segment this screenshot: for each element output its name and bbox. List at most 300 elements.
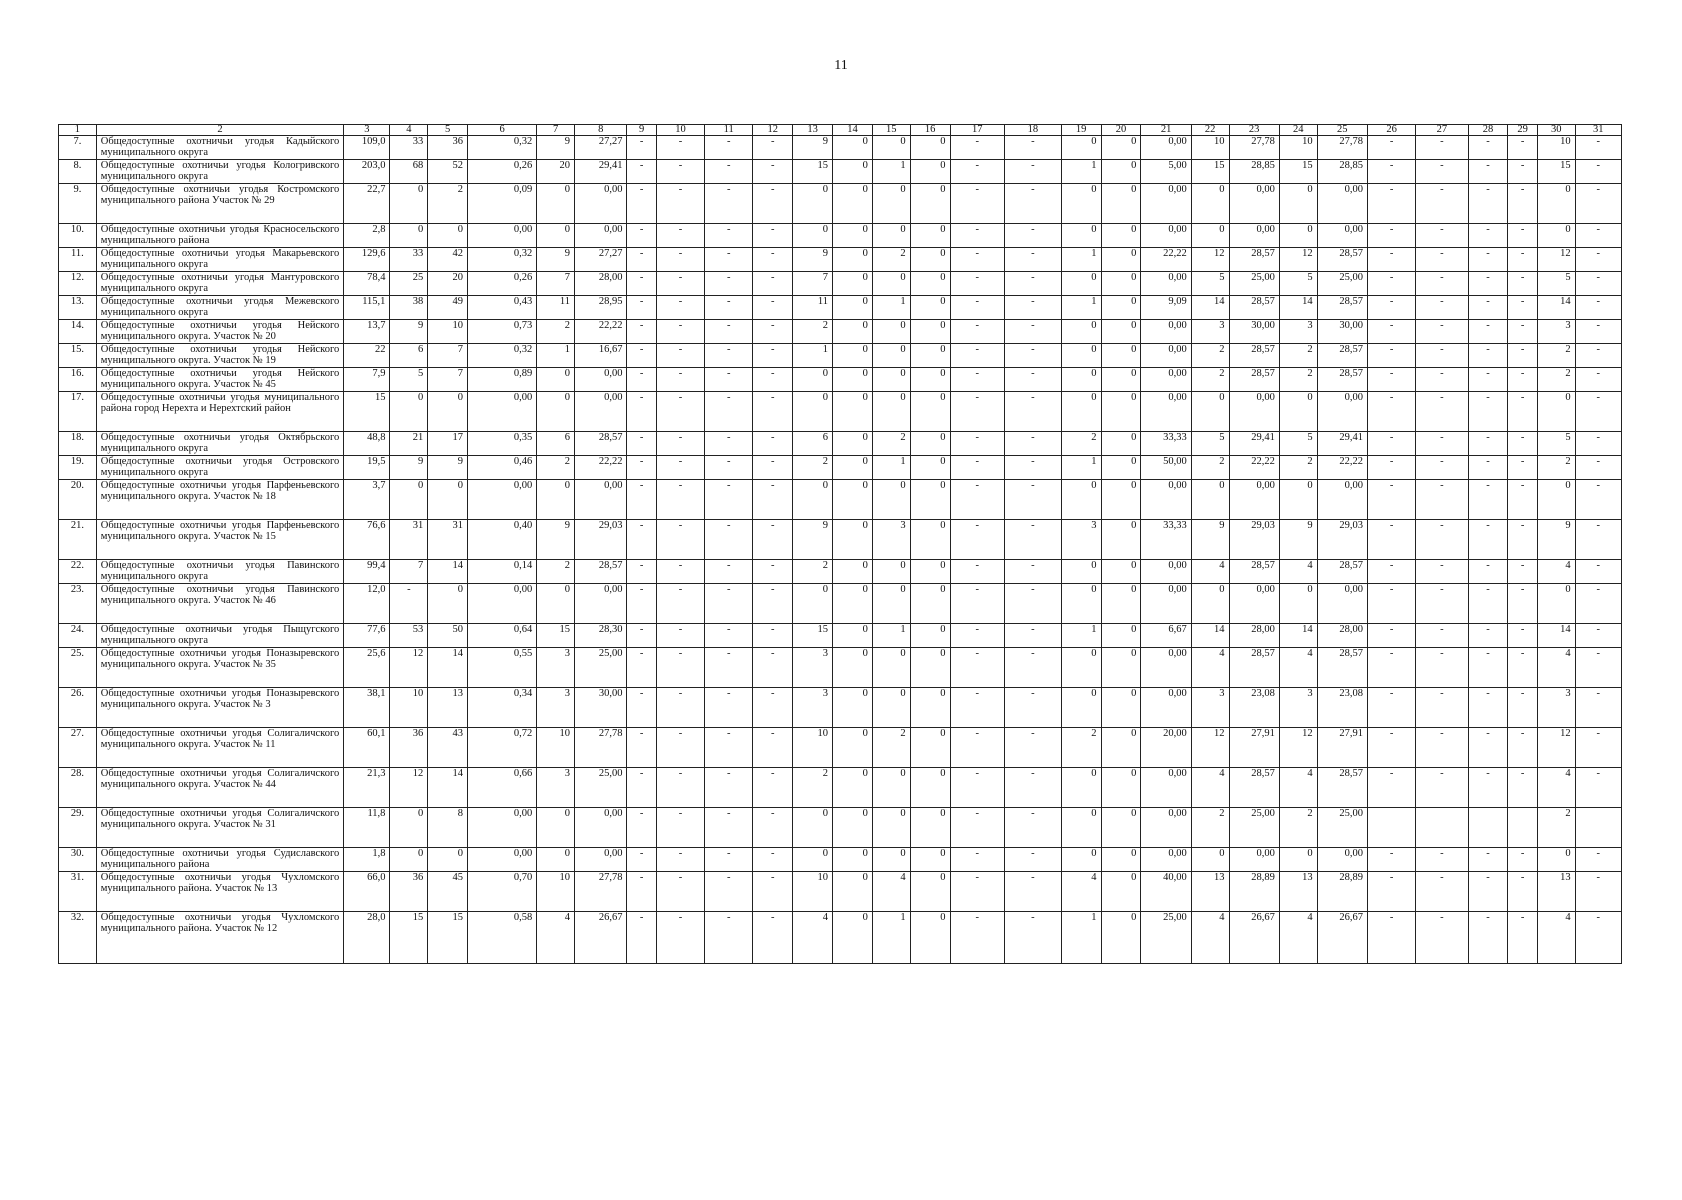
column-header: 5	[428, 125, 468, 136]
table-cell: 13	[1537, 872, 1575, 912]
table-cell: -	[1575, 480, 1621, 520]
table-cell: 3,7	[344, 480, 390, 520]
table-cell: 0	[1101, 808, 1141, 848]
table-cell: 1	[1061, 624, 1101, 648]
table-cell: 0,55	[468, 648, 537, 688]
table-row	[59, 160, 1622, 184]
table-cell: 0	[910, 136, 950, 160]
table-cell: -	[753, 136, 793, 160]
table-row	[59, 480, 1622, 520]
table-cell: -	[1367, 520, 1415, 560]
table-cell: 0	[793, 808, 833, 848]
table-row	[59, 728, 1622, 768]
table-cell: -	[753, 368, 793, 392]
table-cell: 0,00	[1141, 368, 1191, 392]
table-cell: -	[1005, 248, 1062, 272]
table-cell: -	[1575, 624, 1621, 648]
table-cell: 22,22	[575, 320, 627, 344]
table-cell: -	[1468, 456, 1508, 480]
table-cell: -	[1416, 432, 1468, 456]
table-cell: 28,57	[1229, 368, 1279, 392]
table-cell: -	[1416, 768, 1468, 808]
column-header: 12	[753, 125, 793, 136]
table-cell: -	[1416, 184, 1468, 224]
table-cell: 0	[537, 480, 575, 520]
table-cell: 5,00	[1141, 160, 1191, 184]
table-cell: 2	[1279, 456, 1317, 480]
table-cell: 12	[1279, 248, 1317, 272]
table-cell: 0,00	[1317, 584, 1367, 624]
table-cell: 0,00	[1141, 272, 1191, 296]
table-cell: -	[1575, 248, 1621, 272]
table-cell: 15	[1191, 160, 1229, 184]
table-cell: 2	[793, 456, 833, 480]
column-header: 4	[390, 125, 428, 136]
column-header: 21	[1141, 125, 1191, 136]
table-cell: -	[705, 688, 753, 728]
table-cell: -	[1005, 272, 1062, 296]
table-cell: -	[753, 520, 793, 560]
table-cell: 1	[1061, 160, 1101, 184]
table-cell: 0	[910, 272, 950, 296]
table-row	[59, 872, 1622, 912]
table-cell: 0	[872, 848, 910, 872]
table-cell: -	[1367, 688, 1415, 728]
table-cell: -	[1468, 184, 1508, 224]
table-cell: -	[753, 648, 793, 688]
table-cell: -	[1367, 768, 1415, 808]
area-name-cell: Общедоступные охотничьи угодья Нейского муниципального округа. Участок № 20	[96, 320, 344, 344]
table-cell: -	[950, 368, 1005, 392]
table-cell: 68	[390, 160, 428, 184]
column-header: 11	[705, 125, 753, 136]
table-cell: 33	[390, 248, 428, 272]
table-cell: 0,34	[468, 688, 537, 728]
column-header: 25	[1317, 125, 1367, 136]
table-cell: -	[656, 872, 704, 912]
column-header: 19	[1061, 125, 1101, 136]
table-cell: -	[656, 560, 704, 584]
column-header: 27	[1416, 125, 1468, 136]
table-cell: -	[1575, 728, 1621, 768]
table-cell: 0,00	[575, 480, 627, 520]
table-cell: 0	[1279, 184, 1317, 224]
table-cell: 0	[428, 392, 468, 432]
table-cell: 0	[833, 344, 873, 368]
table-cell: 0	[1101, 560, 1141, 584]
table-cell: -	[753, 456, 793, 480]
table-cell: 0	[910, 432, 950, 456]
table-cell: 0,00	[1141, 848, 1191, 872]
table-cell: 36	[390, 728, 428, 768]
table-cell: -	[627, 320, 656, 344]
table-cell: 26,67	[1317, 912, 1367, 964]
table-cell: 0	[910, 912, 950, 964]
table-cell: 48,8	[344, 432, 390, 456]
table-cell: 0,00	[1229, 392, 1279, 432]
table-cell: 0	[1537, 392, 1575, 432]
table-cell: -	[1367, 136, 1415, 160]
table-cell: -	[1575, 688, 1621, 728]
table-cell: -	[1005, 808, 1062, 848]
table-cell: 0	[872, 392, 910, 432]
table-cell: 0	[1279, 392, 1317, 432]
table-row	[59, 320, 1622, 344]
table-cell: 0	[833, 520, 873, 560]
table-cell: -	[1416, 848, 1468, 872]
column-header: 16	[910, 125, 950, 136]
table-cell: 0,00	[1317, 480, 1367, 520]
table-cell: 0	[1101, 184, 1141, 224]
table-cell: 14	[428, 560, 468, 584]
column-header: 7	[537, 125, 575, 136]
table-cell: 0,66	[468, 768, 537, 808]
table-cell: 0,00	[468, 480, 537, 520]
table-cell: 2	[793, 768, 833, 808]
table-cell: -	[950, 320, 1005, 344]
table-cell: -	[1575, 368, 1621, 392]
table-cell: 11	[537, 296, 575, 320]
table-cell: 28,57	[1317, 344, 1367, 368]
table-cell: 20	[537, 160, 575, 184]
table-cell: -	[1575, 224, 1621, 248]
table-cell: -	[627, 728, 656, 768]
table-cell: 28,57	[575, 432, 627, 456]
table-cell: 0,00	[1141, 648, 1191, 688]
column-header: 1	[59, 125, 97, 136]
table-cell: -	[753, 480, 793, 520]
table-row	[59, 344, 1622, 368]
table-cell: 22,22	[575, 456, 627, 480]
table-cell: 0	[910, 296, 950, 320]
table-cell: 0,14	[468, 560, 537, 584]
table-cell: -	[1416, 688, 1468, 728]
table-cell: -	[1575, 648, 1621, 688]
table-cell: 15	[537, 624, 575, 648]
table-cell: 27,91	[1317, 728, 1367, 768]
table-cell: 0	[1101, 368, 1141, 392]
table-cell: 0	[428, 480, 468, 520]
table-cell: -	[705, 160, 753, 184]
table-cell: 0,00	[1317, 184, 1367, 224]
table-cell: -	[1508, 296, 1537, 320]
table-cell: -	[705, 560, 753, 584]
area-name-cell: Общедоступные охотничьи угодья Парфеньевского муниципального округа. Участок № 15	[96, 520, 344, 560]
table-cell: -	[753, 432, 793, 456]
table-cell: -	[1005, 160, 1062, 184]
row-number-cell: 19.	[59, 456, 97, 480]
table-cell: 0	[1101, 768, 1141, 808]
table-cell: 0	[1061, 344, 1101, 368]
table-cell: -	[950, 344, 1005, 368]
table-cell: 2	[1191, 456, 1229, 480]
table-cell: -	[1005, 560, 1062, 584]
table-cell: 0	[428, 224, 468, 248]
table-cell: 29,03	[575, 520, 627, 560]
table-cell: 9	[428, 456, 468, 480]
area-name-cell: Общедоступные охотничьи угодья Солигаличского муниципального округа. Участок № 44	[96, 768, 344, 808]
area-name-cell: Общедоступные охотничьи угодья Павинского муниципального округа	[96, 560, 344, 584]
table-cell: 0	[833, 272, 873, 296]
table-cell: 0	[872, 560, 910, 584]
row-number-cell: 27.	[59, 728, 97, 768]
table-cell: -	[753, 912, 793, 964]
table-cell: 0	[1191, 224, 1229, 248]
table-cell: 15	[793, 624, 833, 648]
table-cell: 12,0	[344, 584, 390, 624]
table-cell: 0	[910, 624, 950, 648]
table-cell: -	[1367, 248, 1415, 272]
table-cell: -	[656, 848, 704, 872]
area-name-cell: Общедоступные охотничьи угодья Макарьевского муниципального округа	[96, 248, 344, 272]
table-cell: -	[950, 480, 1005, 520]
table-cell: 15	[344, 392, 390, 432]
table-cell: 28,30	[575, 624, 627, 648]
table-cell: 0,00	[1229, 848, 1279, 872]
table-cell: 0	[1061, 272, 1101, 296]
table-cell: 0,09	[468, 184, 537, 224]
table-cell: 25,6	[344, 648, 390, 688]
table-cell: -	[1367, 272, 1415, 296]
table-cell: 36	[428, 136, 468, 160]
table-cell: 2	[1279, 368, 1317, 392]
table-cell: 1	[872, 624, 910, 648]
table-cell: -	[656, 296, 704, 320]
table-cell: 4	[1279, 768, 1317, 808]
table-cell: 3	[793, 688, 833, 728]
table-cell: -	[1468, 560, 1508, 584]
table-header	[59, 125, 1622, 136]
table-cell: 38	[390, 296, 428, 320]
table-cell: 15	[428, 912, 468, 964]
table-cell: 0,00	[1141, 184, 1191, 224]
table-cell: 0	[1279, 848, 1317, 872]
column-header: 22	[1191, 125, 1229, 136]
table-cell: -	[1508, 432, 1537, 456]
table-cell: 0,00	[575, 848, 627, 872]
table-cell: 49	[428, 296, 468, 320]
table-row	[59, 768, 1622, 808]
table-cell: -	[705, 432, 753, 456]
table-cell: -	[1508, 848, 1537, 872]
table-cell: -	[705, 520, 753, 560]
table-cell: 5	[1537, 432, 1575, 456]
table-cell: 25,00	[1229, 272, 1279, 296]
table-cell: 9	[793, 136, 833, 160]
table-cell: 12	[1191, 728, 1229, 768]
column-header: 14	[833, 125, 873, 136]
table-cell: 0,72	[468, 728, 537, 768]
table-cell: 0	[1061, 136, 1101, 160]
table-cell: -	[1005, 728, 1062, 768]
table-cell: -	[753, 688, 793, 728]
table-cell: 0,43	[468, 296, 537, 320]
table-row	[59, 136, 1622, 160]
table-cell: 5	[1191, 432, 1229, 456]
table-cell: 0	[872, 688, 910, 728]
table-row	[59, 648, 1622, 688]
table-cell: 28,0	[344, 912, 390, 964]
row-number-cell: 23.	[59, 584, 97, 624]
table-cell: 14	[1279, 624, 1317, 648]
table-cell: -	[1575, 296, 1621, 320]
table-cell: 0	[537, 368, 575, 392]
table-cell: 25,00	[1317, 808, 1367, 848]
table-cell: -	[1005, 688, 1062, 728]
table-cell: -	[753, 248, 793, 272]
area-name-cell: Общедоступные охотничьи угодья Поназыревского муниципального округа. Участок № 35	[96, 648, 344, 688]
table-cell: 0	[1537, 480, 1575, 520]
table-cell: -	[627, 688, 656, 728]
table-cell: 0	[833, 136, 873, 160]
row-number-cell: 29.	[59, 808, 97, 848]
table-cell: 0	[793, 224, 833, 248]
row-number-cell: 20.	[59, 480, 97, 520]
table-cell: -	[1468, 344, 1508, 368]
area-name-cell: Общедоступные охотничьи угодья Парфеньевского муниципального округа. Участок № 18	[96, 480, 344, 520]
table-cell: 0	[1101, 480, 1141, 520]
table-cell: 0,32	[468, 344, 537, 368]
table-cell: -	[950, 160, 1005, 184]
table-cell: -	[1367, 224, 1415, 248]
row-number-cell: 21.	[59, 520, 97, 560]
table-cell: 0	[1191, 480, 1229, 520]
table-cell: 19,5	[344, 456, 390, 480]
table-cell: 0	[910, 392, 950, 432]
table-cell: -	[627, 456, 656, 480]
table-cell: -	[950, 584, 1005, 624]
table-cell: 4	[537, 912, 575, 964]
table-cell: 12	[1191, 248, 1229, 272]
table-cell: 0	[537, 808, 575, 848]
table-cell: -	[1575, 432, 1621, 456]
table-cell: 16,67	[575, 344, 627, 368]
table-cell: -	[656, 392, 704, 432]
table-cell: 0	[1061, 808, 1101, 848]
table-cell: 0	[1101, 432, 1141, 456]
table-cell: 28,57	[575, 560, 627, 584]
table-cell: -	[656, 912, 704, 964]
table-cell: 9	[1279, 520, 1317, 560]
table-cell: -	[1005, 912, 1062, 964]
table-cell: 0	[1061, 584, 1101, 624]
table-cell: -	[627, 520, 656, 560]
table-cell: -	[1005, 224, 1062, 248]
table-row	[59, 912, 1622, 964]
table-cell: -	[705, 296, 753, 320]
table-cell: -	[950, 392, 1005, 432]
table-cell: -	[753, 872, 793, 912]
table-cell: 3	[1191, 688, 1229, 728]
table-cell: -	[1367, 480, 1415, 520]
table-row	[59, 688, 1622, 728]
table-cell: 9	[793, 248, 833, 272]
table-cell: 31	[390, 520, 428, 560]
table-cell: -	[950, 768, 1005, 808]
table-cell: 0	[872, 224, 910, 248]
table-cell: 0	[1061, 848, 1101, 872]
table-cell	[1468, 808, 1508, 848]
table-cell: -	[1367, 432, 1415, 456]
table-cell: 53	[390, 624, 428, 648]
table-cell: -	[656, 648, 704, 688]
table-cell: 4	[1537, 912, 1575, 964]
table-cell: 0,00	[468, 224, 537, 248]
table-cell: -	[1005, 768, 1062, 808]
table-cell: -	[1416, 392, 1468, 432]
row-number-cell: 26.	[59, 688, 97, 728]
table-cell: -	[1468, 368, 1508, 392]
table-cell: 7	[390, 560, 428, 584]
table-cell: -	[1005, 456, 1062, 480]
table-cell: 0,00	[1141, 688, 1191, 728]
table-cell: 2	[872, 728, 910, 768]
table-cell: 6,67	[1141, 624, 1191, 648]
table-cell: -	[753, 848, 793, 872]
table-cell: 0	[390, 848, 428, 872]
table-cell: 1	[793, 344, 833, 368]
table-cell: 4	[1191, 912, 1229, 964]
table-cell: -	[1575, 456, 1621, 480]
table-cell: -	[627, 480, 656, 520]
table-cell: 0	[833, 368, 873, 392]
table-cell: -	[1508, 584, 1537, 624]
table-cell: -	[1508, 688, 1537, 728]
table-cell: 5	[1279, 272, 1317, 296]
table-cell: 2	[1537, 368, 1575, 392]
table-cell: -	[1416, 296, 1468, 320]
table-cell: 12	[1279, 728, 1317, 768]
table-cell: 17	[428, 432, 468, 456]
table-cell: -	[1508, 648, 1537, 688]
table-cell: 4	[1061, 872, 1101, 912]
table-cell: -	[950, 648, 1005, 688]
table-cell: 2	[537, 456, 575, 480]
column-header: 13	[793, 125, 833, 136]
table-cell: 9	[1537, 520, 1575, 560]
table-cell: 15	[793, 160, 833, 184]
table-cell: -	[627, 272, 656, 296]
column-header: 6	[468, 125, 537, 136]
row-number-cell: 17.	[59, 392, 97, 432]
table-cell: -	[656, 520, 704, 560]
table-cell: -	[1367, 184, 1415, 224]
table-cell: 0	[910, 808, 950, 848]
table-cell: 0	[833, 768, 873, 808]
table-cell: 2	[1061, 432, 1101, 456]
table-cell: 0	[910, 480, 950, 520]
table-cell: 0	[390, 480, 428, 520]
table-cell: -	[1367, 368, 1415, 392]
table-cell: -	[1508, 728, 1537, 768]
table-cell: -	[950, 248, 1005, 272]
table-cell: 0,32	[468, 248, 537, 272]
table-cell: 11,8	[344, 808, 390, 848]
table-row	[59, 224, 1622, 248]
table-cell: 25,00	[575, 768, 627, 808]
table-cell: 14	[1191, 296, 1229, 320]
table-cell: 15	[390, 912, 428, 964]
table-cell: 52	[428, 160, 468, 184]
table-cell: 30,00	[1317, 320, 1367, 344]
table-cell: -	[1468, 392, 1508, 432]
table-cell: -	[1508, 224, 1537, 248]
row-number-cell: 11.	[59, 248, 97, 272]
table-cell: -	[627, 648, 656, 688]
table-row	[59, 456, 1622, 480]
table-cell: 0,26	[468, 272, 537, 296]
table-cell: 10	[537, 872, 575, 912]
